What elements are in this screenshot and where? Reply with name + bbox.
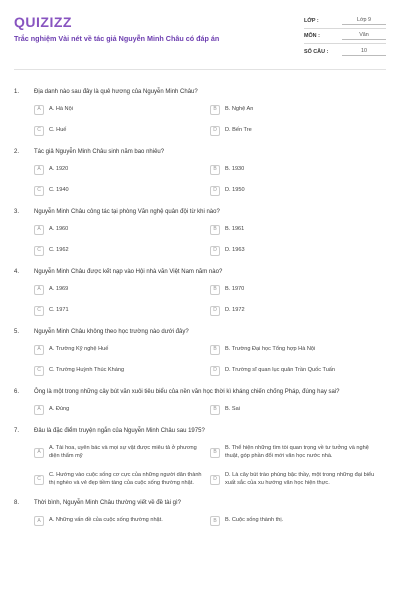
meta-row-grade [304,14,386,29]
question-text: Nguyễn Minh Châu được kết nạp vào Hội nhà văn Việt Nam năm nào? [34,269,223,275]
question-number: 7. [14,428,20,434]
options [14,346,386,388]
option-letter: A [34,448,44,458]
option-letter: A [34,345,44,355]
option-a[interactable] [34,445,210,460]
option-text: B. Thể hiện những tìm tòi quan trọng về tư tưởng và nghệ thuật, góp phần đổi mới văn học nước nhà. [225,445,369,459]
option-text: D. Là cây bút trào phúng bậc thầy, một trong những đại biểu xuất sắc của xu hướng văn học hiện thực. [225,472,375,486]
option-text: B. 1930 [225,166,245,172]
option-text: B. 1961 [225,226,245,232]
option-d[interactable] [210,247,386,256]
options [14,406,386,427]
option-letter: C [34,306,44,316]
option-b[interactable] [210,346,386,355]
option-text: D. Bến Tre [225,127,252,133]
option-letter: B [210,105,220,115]
meta-value: Văn [342,32,386,40]
question-number: 3. [14,209,20,215]
option-text: C. 1940 [49,187,69,193]
option-b[interactable] [210,445,386,460]
question-4 [14,268,386,328]
option-text: B. Nghệ An [225,106,254,112]
question-6 [14,388,386,427]
option-text: B. 1970 [225,286,245,292]
option-c[interactable] [34,127,210,136]
option-a[interactable] [34,406,210,415]
option-text: A. 1969 [49,286,69,292]
option-letter: B [210,285,220,295]
option-text: A. Trường Kỹ nghệ Huế [49,346,109,352]
option-a[interactable] [34,286,210,295]
question-list [14,70,386,538]
option-letter: B [210,448,220,458]
option-a[interactable] [34,517,210,526]
option-d[interactable] [210,187,386,196]
question-number: 5. [14,329,20,335]
option-a[interactable] [34,346,210,355]
options [14,106,386,148]
option-letter: D [210,366,220,376]
question-text: Thời bình, Nguyễn Minh Châu thường viết về đề tài gì? [34,500,181,507]
option-letter: B [210,165,220,175]
option-text: D. 1972 [225,307,245,313]
question-text: Nguyễn Minh Châu không theo học trường nào dưới đây? [34,329,189,335]
question-text: Địa danh nào sau đây là quê hương của Nguyễn Minh Châu? [34,89,198,95]
option-text: C. 1971 [49,307,69,313]
option-text: C. Trường Huỳnh Thúc Kháng [49,367,125,373]
meta-row-subject [304,29,386,44]
option-text: D. Trường sĩ quan lục quân Trần Quốc Tuấn [225,367,336,373]
header [14,12,386,70]
option-c[interactable] [34,247,210,256]
meta-row-count [304,44,386,59]
option-letter: A [34,225,44,235]
option-c[interactable] [34,187,210,196]
option-text: A. Những vấn đề của cuộc sống thường nhật. [49,517,163,524]
option-letter: C [34,366,44,376]
question-3 [14,208,386,268]
brand [14,12,219,43]
option-letter: A [34,105,44,115]
option-letter: D [210,475,220,485]
option-c[interactable] [34,307,210,316]
meta-label: MÔN : [304,33,320,39]
question-5 [14,328,386,388]
option-text: C. Hướng vào cuộc sống cơ cực của những người dân thành thị nghèo và vẻ đẹp tiềm tàng của cuộc sống thường nhật. [49,472,202,486]
meta-label: SỐ CÂU : [304,48,329,55]
option-letter: A [34,165,44,175]
option-letter: D [210,246,220,256]
option-letter: A [34,285,44,295]
option-a[interactable] [34,166,210,175]
option-text: A. Hà Nội [49,106,73,112]
option-c[interactable] [34,367,210,376]
meta-value: Lớp 9 [342,17,386,25]
options [14,166,386,208]
option-letter: B [210,345,220,355]
option-text: A. Đúng [49,406,70,412]
option-d[interactable] [210,127,386,136]
question-text: Ông là một trong những cây bút văn xuôi tiêu biểu của nền văn học thời kì kháng chiến chống Pháp, đúng hay sai? [34,389,340,395]
option-d[interactable] [210,367,386,376]
options [14,445,386,499]
option-text: B. Trường Đại học Tổng hợp Hà Nội [225,346,316,352]
option-text: A. 1960 [49,226,69,232]
quizizz-logo: QUIZIZZ [14,14,72,30]
option-d[interactable] [210,472,386,487]
option-b[interactable] [210,106,386,115]
question-1 [14,88,386,148]
option-letter: B [210,225,220,235]
question-number: 1. [14,89,20,95]
question-2 [14,148,386,208]
question-text: Nguyễn Minh Châu công tác tại phòng Văn nghệ quân đội từ khi nào? [34,209,220,215]
option-text: B. Sai [225,406,240,412]
option-letter: C [34,186,44,196]
option-b[interactable] [210,406,386,415]
option-text: A. Tài hoa, uyên bác và mọi sự vật được miêu tả ở phương diện thẩm mỹ [49,445,197,459]
option-letter: C [34,475,44,485]
question-number: 6. [14,389,20,395]
options [14,286,386,328]
option-b[interactable] [210,226,386,235]
question-text: Tác giả Nguyễn Minh Châu sinh năm bao nhiêu? [34,149,165,155]
option-letter: C [34,246,44,256]
option-letter: C [34,126,44,136]
question-text: Đâu là đặc điểm truyện ngắn của Nguyễn Minh Châu sau 1975? [34,428,205,434]
quiz-title: Trắc nghiệm Vài nét về tác giả Nguyễn Minh Châu có đáp án [14,34,220,43]
option-letter: D [210,186,220,196]
options [14,517,386,538]
option-a[interactable] [34,226,210,235]
options [14,226,386,268]
question-number: 2. [14,149,20,155]
option-text: C. 1962 [49,247,69,253]
option-letter: B [210,516,220,526]
option-d[interactable] [210,307,386,316]
question-number: 4. [14,269,20,275]
option-text: B. Cuộc sống thành thị. [225,517,284,524]
option-text: D. 1963 [225,247,245,253]
option-letter: A [34,405,44,415]
option-text: D. 1950 [225,187,245,193]
option-b[interactable] [210,286,386,295]
option-letter: D [210,126,220,136]
option-c[interactable] [34,472,210,487]
option-b[interactable] [210,517,386,526]
question-7 [14,427,386,499]
question-number: 8. [14,500,20,507]
option-b[interactable] [210,166,386,175]
meta-table [304,14,386,59]
meta-value: 10 [342,48,386,56]
option-text: A. 1920 [49,166,69,172]
question-8 [14,499,386,538]
option-a[interactable] [34,106,210,115]
option-letter: D [210,306,220,316]
option-letter: A [34,516,44,526]
meta-label: LỚP : [304,18,319,24]
option-text: C. Huế [49,127,67,133]
option-letter: B [210,405,220,415]
